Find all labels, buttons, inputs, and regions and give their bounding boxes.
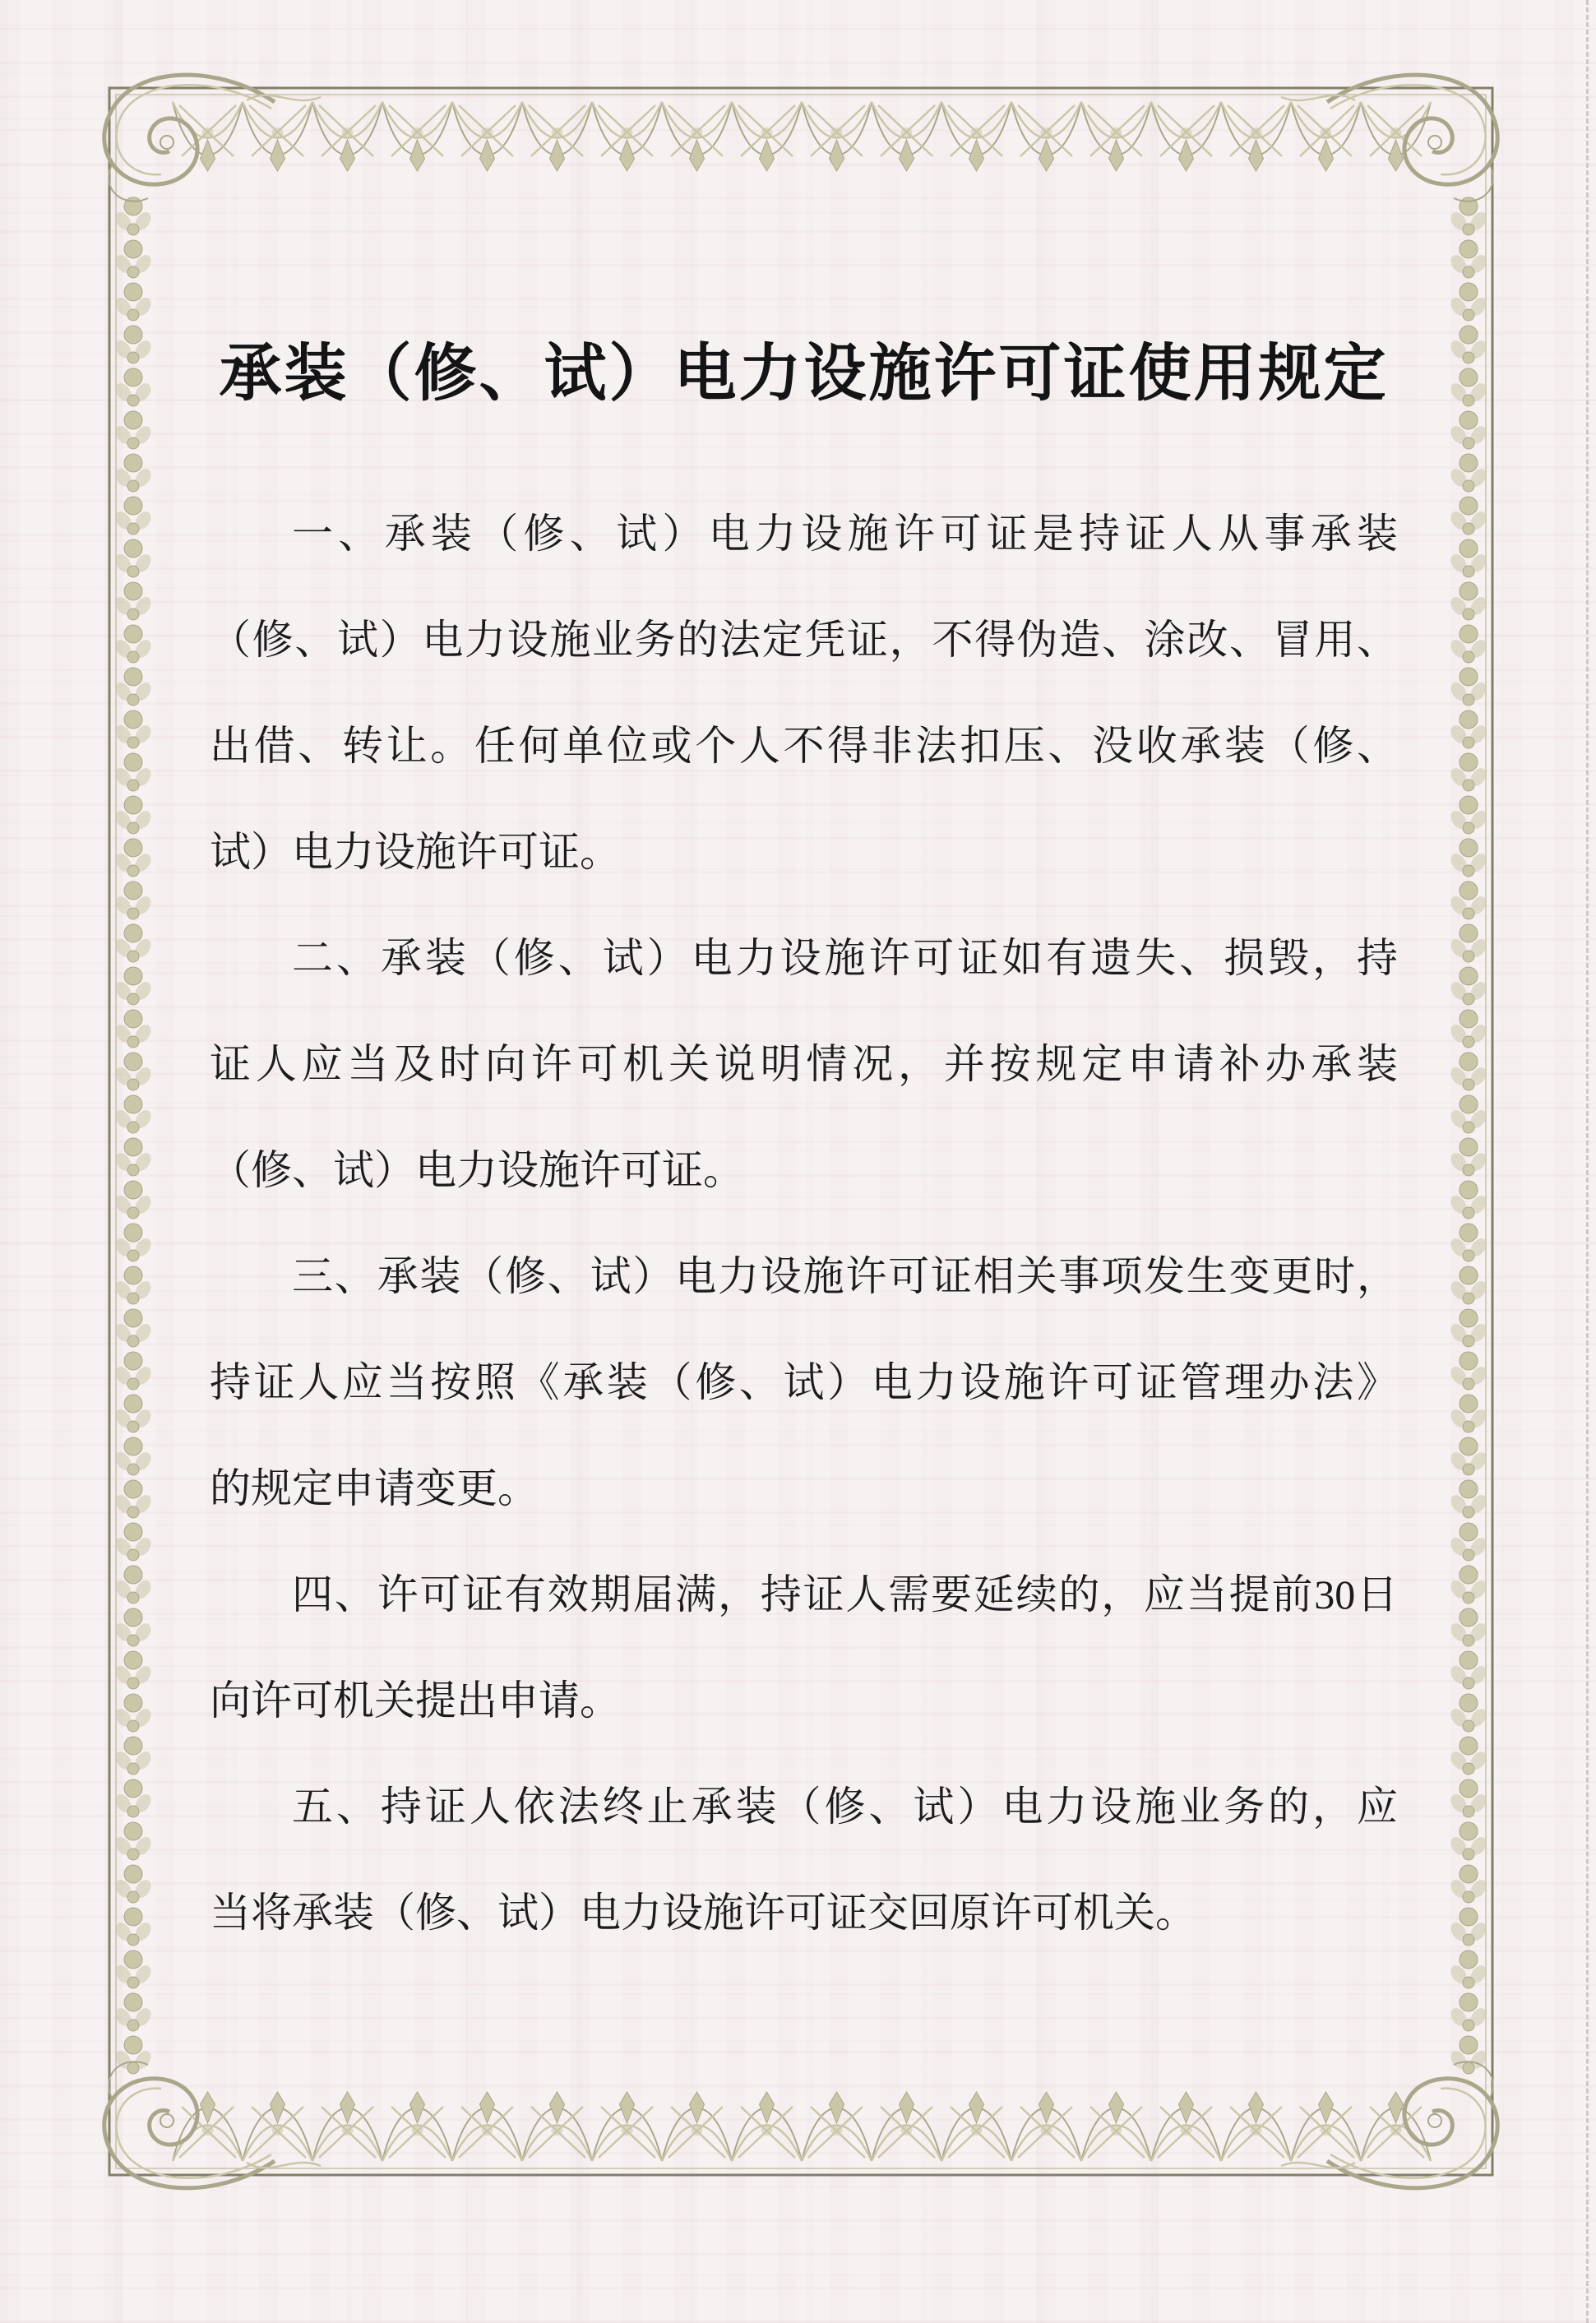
text-line: 的规定申请变更。 (210, 1465, 539, 1511)
text-line: 四、许可证有效期届满，持证人需要延续的，应当提前30日 (292, 1571, 1398, 1617)
text-line: 五、持证人依法终止承装（修、试）电力设施业务的，应 (292, 1784, 1398, 1830)
text-line: 证人应当及时向许可机关说明情况，并按规定申请补办承装 (210, 1041, 1398, 1087)
text-line: 出借、转让。任何单位或个人不得非法扣压、没收承装（修、 (210, 723, 1398, 769)
paragraph (210, 481, 1398, 905)
left-rosette-band (113, 197, 155, 2074)
text-line: 三、承装（修、试）电力设施许可证相关事项发生变更时， (292, 1253, 1398, 1299)
paragraph (210, 1542, 1398, 1754)
paper-edge-line (1586, 0, 1589, 2323)
bottom-lace-band (173, 2092, 1431, 2161)
text-line: 当将承装（修、试）电力设施许可证交回原许可机关。 (210, 1890, 1196, 1936)
top-lace-band (173, 102, 1431, 171)
paragraph (210, 1224, 1398, 1542)
right-rosette-band (1448, 197, 1490, 2074)
paragraph (210, 905, 1398, 1224)
text-line: 持证人应当按照《承装（修、试）电力设施许可证管理办法》 (210, 1359, 1398, 1405)
text-line: 二、承装（修、试）电力设施许可证如有遗失、损毁，持 (292, 935, 1398, 981)
text-line: （修、试）电力设施业务的法定凭证，不得伪造、涂改、冒用、 (210, 617, 1398, 663)
page-title: 承装（修、试）电力设施许可证使用规定 (219, 339, 1389, 409)
text-line: 向许可机关提出申请。 (210, 1677, 621, 1724)
paragraphs (210, 481, 1398, 1966)
text-line: （修、试）电力设施许可证。 (210, 1147, 744, 1193)
text-line: 一、承装（修、试）电力设施许可证是持证人从事承装 (292, 511, 1398, 557)
text-line: 试）电力设施许可证。 (210, 829, 621, 875)
paragraph (210, 1754, 1398, 1966)
